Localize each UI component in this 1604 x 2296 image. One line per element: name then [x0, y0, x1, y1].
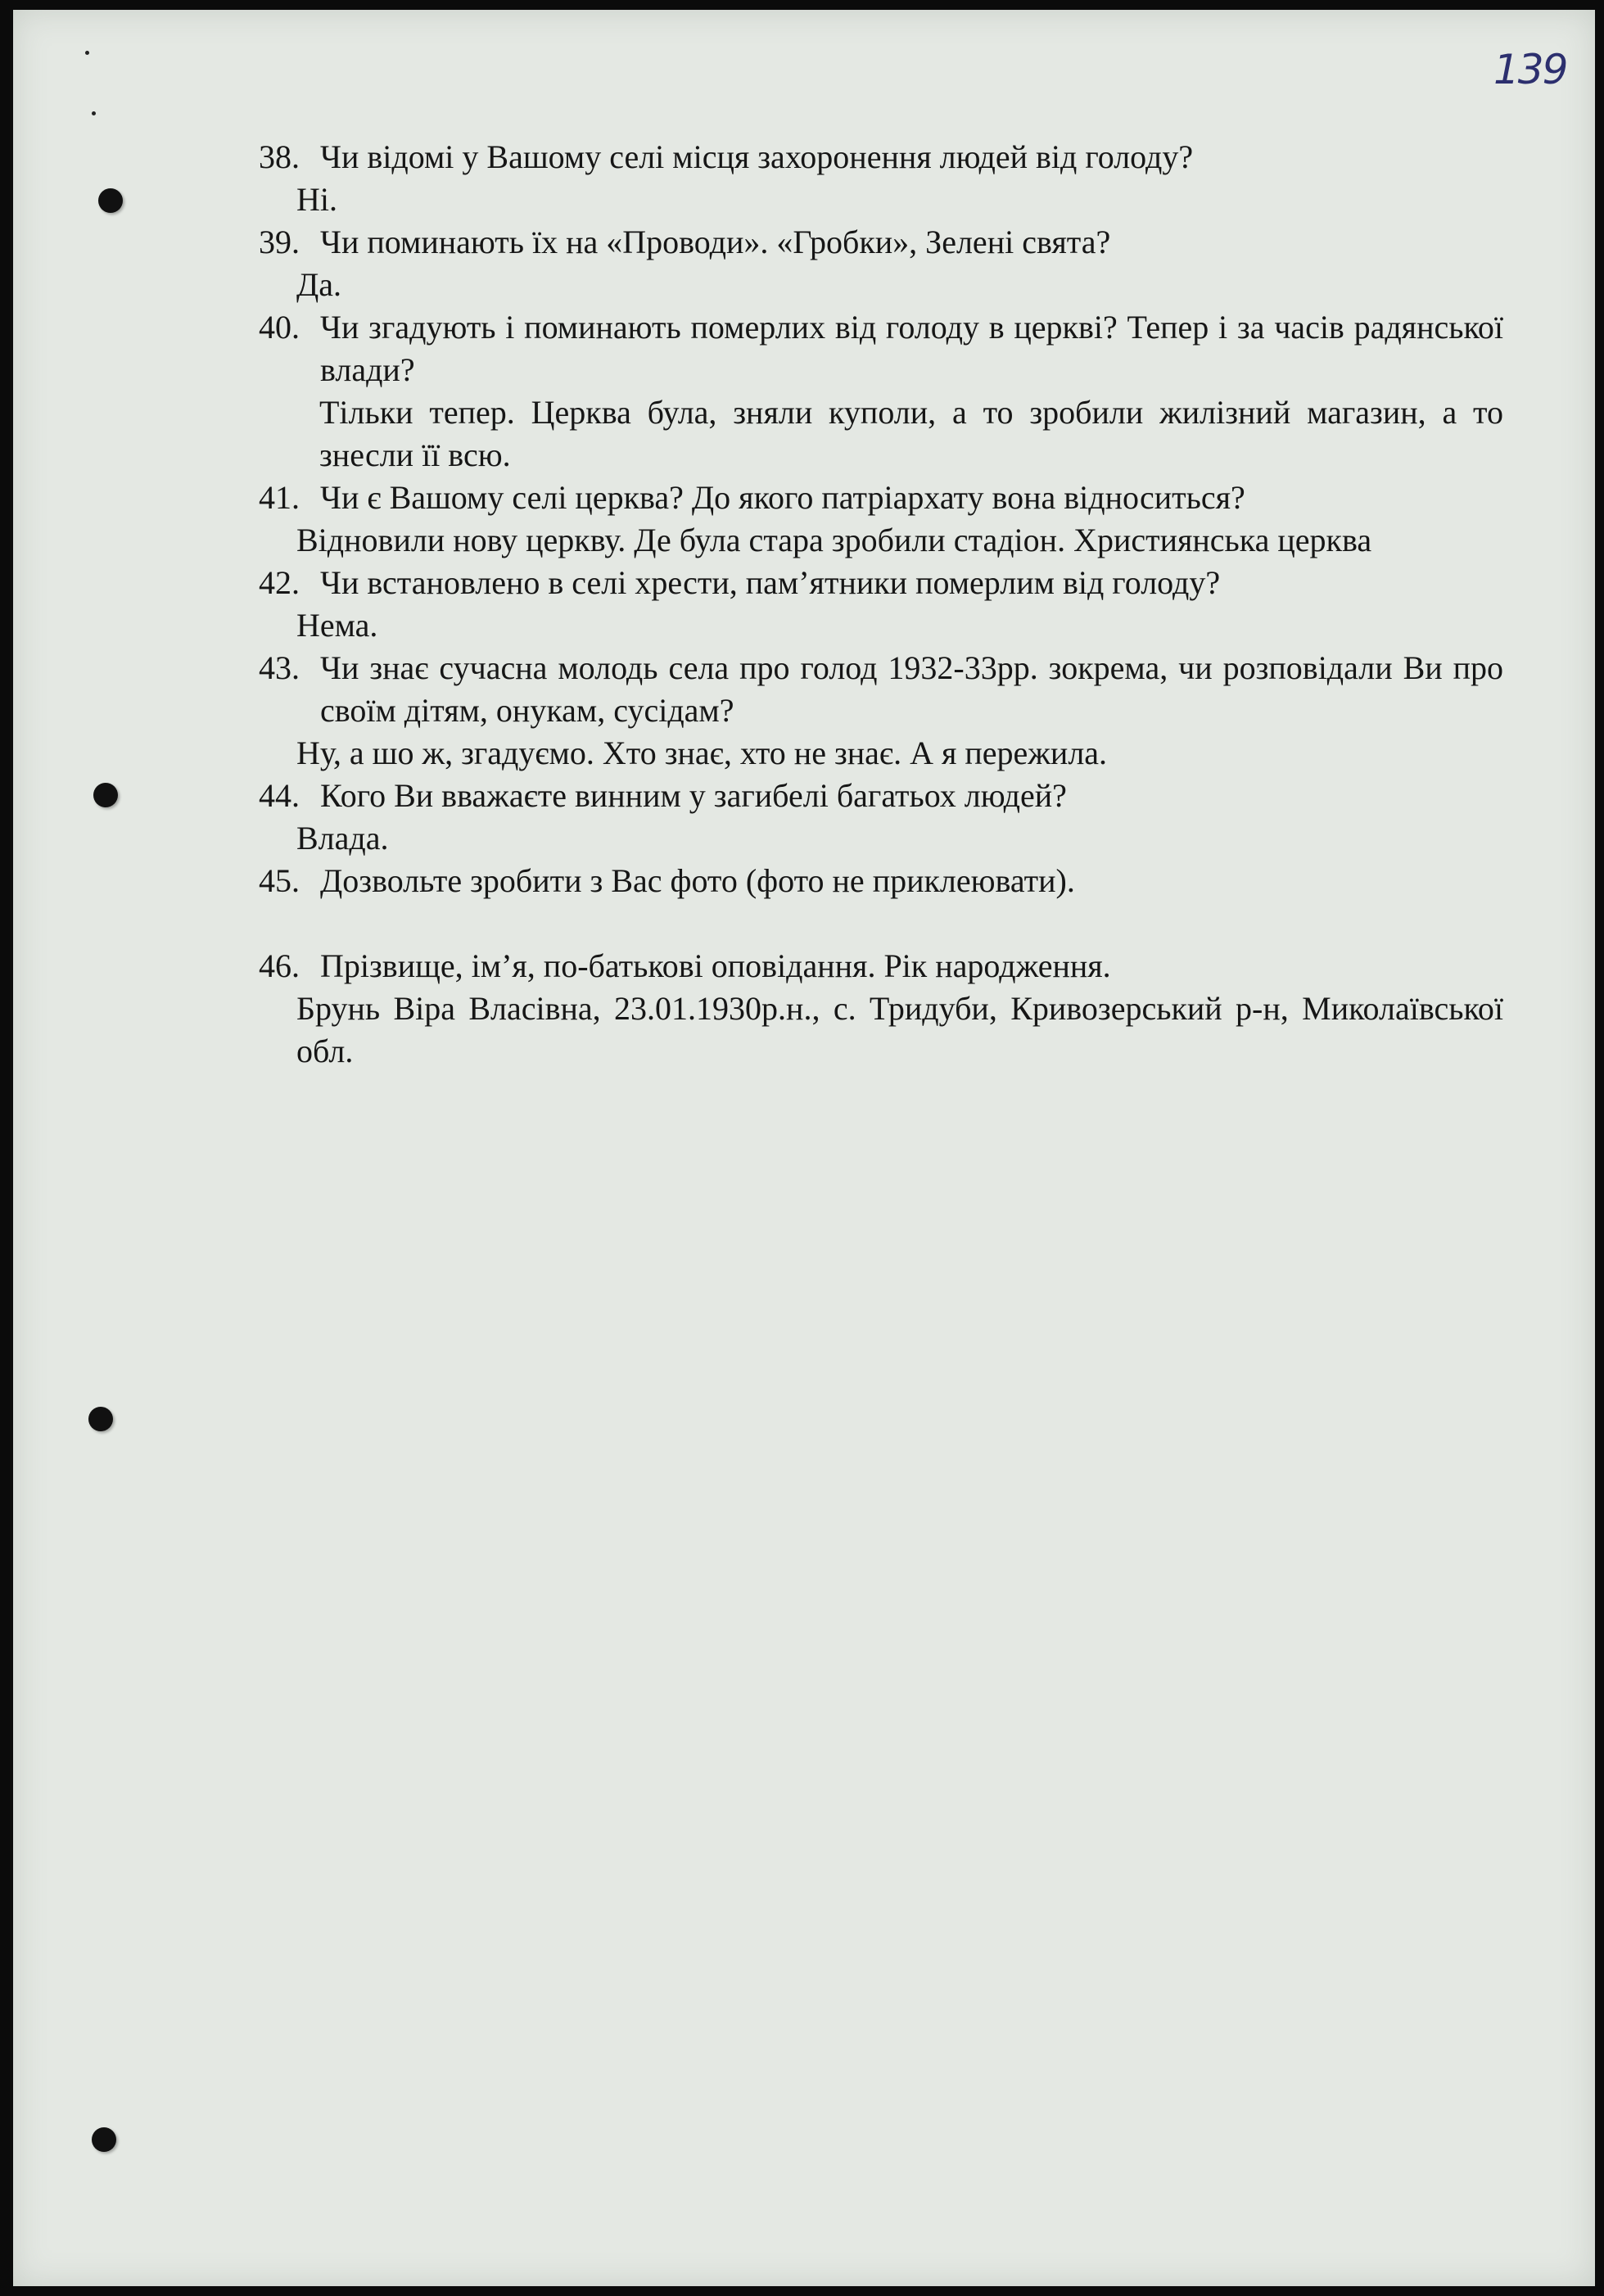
- blank-line: [259, 902, 1503, 945]
- question-text: Чи є Вашому селі церква? До якого патріархату вона відноситься?: [320, 479, 1245, 516]
- qa-item: [259, 860, 1503, 902]
- question-number: 45.: [259, 862, 300, 899]
- question-number: 39.: [259, 224, 300, 260]
- question-text: Кого Ви вважаєте винним у загибелі багатьох людей?: [320, 777, 1067, 814]
- question: [259, 775, 1503, 817]
- qa-item: [259, 647, 1503, 775]
- question: [259, 860, 1503, 902]
- question-number: 42.: [259, 564, 300, 601]
- speck: [85, 51, 89, 55]
- answer: Тільки тепер. Церква була, зняли куполи, а то зробили жилізний магазин, а то знесли її всю.: [319, 394, 1503, 473]
- question-text: Чи згадують і поминають померлих від голоду в церкві? Тепер і за часів радянської влади?: [320, 309, 1503, 388]
- handwritten-page-number: 139: [1493, 46, 1567, 93]
- answer: Да.: [296, 266, 342, 303]
- qa-item: [259, 775, 1503, 860]
- question-number: 43.: [259, 649, 300, 686]
- answer: Нема.: [296, 607, 378, 644]
- punch-hole: [88, 1407, 113, 1431]
- speck: [92, 111, 96, 115]
- question: [259, 562, 1503, 604]
- question-text: Чи відомі у Вашому селі місця захоронення людей від голоду?: [320, 138, 1194, 175]
- punch-hole: [98, 188, 123, 213]
- question-text: Прізвище, ім’я, по-батькові оповідання. Рік народження.: [320, 947, 1111, 984]
- qa-item: [259, 306, 1503, 477]
- punch-hole: [92, 2127, 116, 2152]
- question: [259, 647, 1503, 732]
- punch-hole: [93, 783, 118, 807]
- question-number: 44.: [259, 777, 300, 814]
- question-text: Дозвольте зробити з Вас фото (фото не приклеювати).: [320, 862, 1075, 899]
- question-text: Чи знає сучасна молодь села про голод 1932-33рр. зокрема, чи розповідали Ви про своїм дітям, онукам, сусідам?: [320, 649, 1503, 729]
- question: [259, 945, 1503, 988]
- answer: Брунь Віра Власівна, 23.01.1930р.н., с. Тридуби, Кривозерський р-н, Миколаївської обл.: [296, 990, 1503, 1069]
- question-number: 46.: [259, 947, 300, 984]
- answer: Влада.: [296, 820, 389, 856]
- question: [259, 136, 1503, 179]
- question: [259, 221, 1503, 264]
- qa-item: [259, 477, 1503, 562]
- qa-item: [259, 136, 1503, 221]
- answer: Ну, а шо ж, згадуємо. Хто знає, хто не знає. А я пережила.: [296, 734, 1108, 771]
- question: [259, 477, 1503, 519]
- answer: Відновили нову церкву. Де була стара зробили стадіон. Християнська церква: [296, 522, 1372, 558]
- question-text: Чи встановлено в селі хрести, пам’ятники померлим від голоду?: [320, 564, 1221, 601]
- question-text: Чи поминають їх на «Проводи». «Гробки», Зелені свята?: [320, 224, 1111, 260]
- question: [259, 306, 1503, 391]
- qa-item: [259, 221, 1503, 306]
- question-number: 38.: [259, 138, 300, 175]
- question-number: 41.: [259, 479, 300, 516]
- answer: Ні.: [296, 181, 337, 218]
- qa-item: [259, 945, 1503, 1073]
- questionnaire: [259, 136, 1503, 1073]
- question-number: 40.: [259, 309, 300, 346]
- qa-item: [259, 562, 1503, 647]
